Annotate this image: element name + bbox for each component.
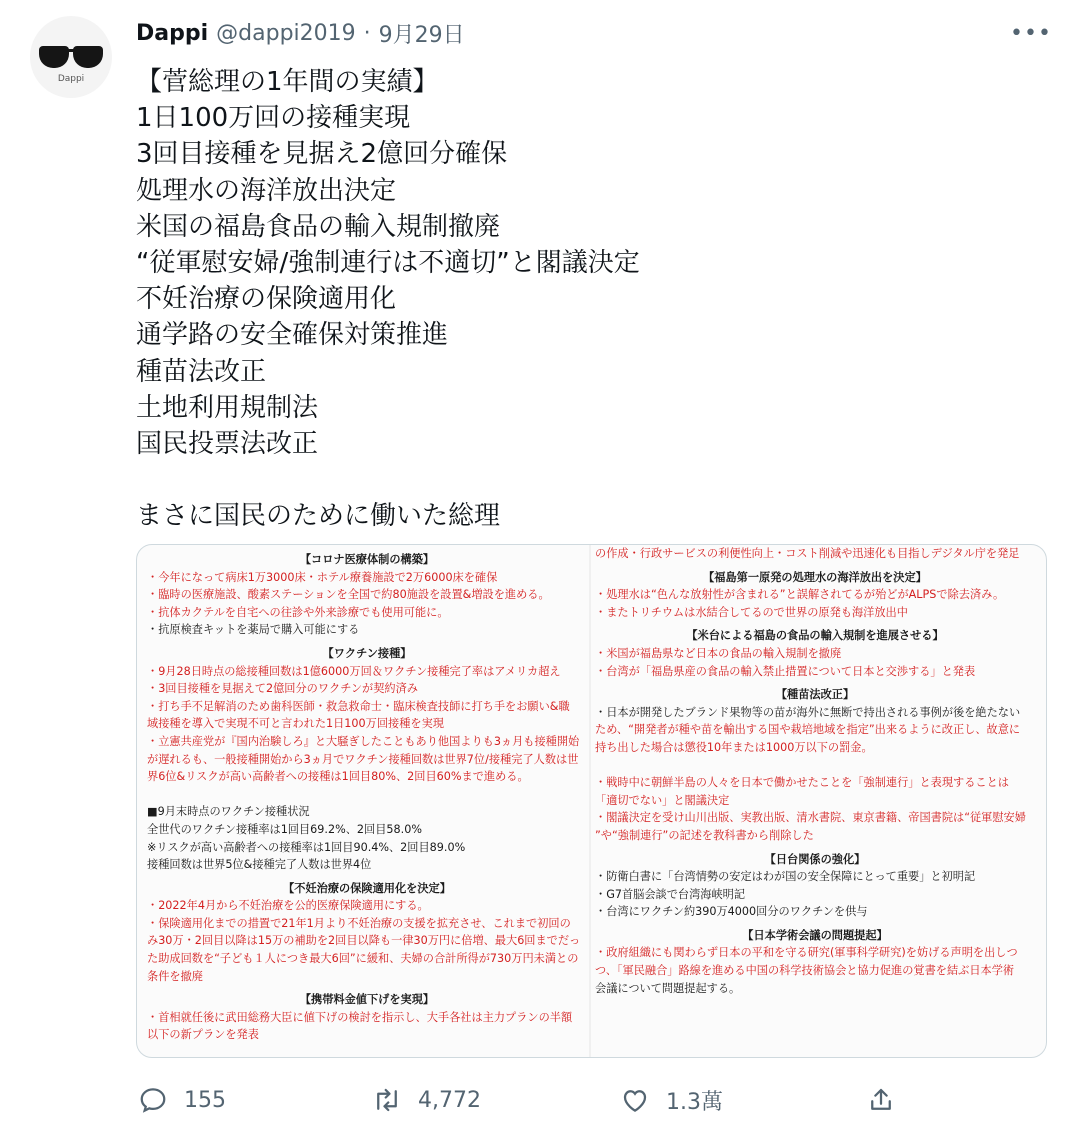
image-text-line: ・抗原検査キットを薬局で購入可能にする (147, 623, 360, 637)
image-text-line: ・日本が開発したブランド果物等の苗が海外に無断で持出される事例が後を絶たない (595, 705, 1021, 719)
image-text-line: 持ち出した場合は懲役10年または1000万以下の罰金。 (595, 740, 873, 754)
attached-image[interactable] (136, 544, 1047, 1058)
tweet-line: 種苗法改正 (136, 356, 267, 387)
retweet-button[interactable] (370, 1076, 481, 1124)
tweet-header (136, 18, 465, 48)
reply-icon (136, 1083, 170, 1117)
tweet-actions (136, 1076, 1036, 1124)
author-name[interactable]: Dappi (136, 20, 209, 46)
image-text-line: ■9月末時点のワクチン接種状況 (147, 805, 310, 819)
image-heading: 【ワクチン接種】 (322, 646, 412, 660)
tweet-line: 不妊治療の保険適用化 (136, 284, 397, 315)
image-left-column (147, 545, 587, 1044)
image-right-column (595, 545, 1035, 997)
image-text-line: ・台湾が「福島県産の食品の輸入禁止措置について日本と交渉する」と発表 (595, 664, 976, 678)
tweet-line (136, 462, 1036, 498)
tweet-line: 1日100万回の接種実現 (136, 103, 411, 134)
author-handle[interactable]: @dappi2019 (216, 20, 356, 46)
image-heading: 【米台による福島の食品の輸入規制を進展させる】 (686, 629, 944, 643)
image-text-line: 接種回数は世界5位&接種完了人数は世界4位 (147, 858, 372, 872)
image-text-line: ・処理水は“色んな放射性が含まれる”と誤解されてるが殆どがALPSで除去済み。 (595, 588, 1005, 602)
image-text-line: ・政府組織にも関わらず日本の平和を守る研究(軍事科学研究)を妨げる声明を出しつ (595, 946, 1018, 960)
tweet-line: まさに国民のために働いた総理 (136, 501, 501, 532)
image-text-line: ・防衛白書に「台湾情勢の安定はわが国の安全保障にとって重要」と初明記 (595, 870, 976, 884)
image-heading: 【日本学術会議の問題提起】 (742, 928, 888, 942)
tweet-line: 土地利用規制法 (136, 392, 319, 423)
image-text-line: ・9月28日時点の総接種回数は1億6000万回＆ワクチン接種完了率はアメリカ超え (147, 664, 561, 678)
image-text-line: ”や“強制連行”の記述を教科書から削除した (595, 828, 814, 842)
tweet-line: 国民投票法改正 (136, 428, 319, 459)
image-text-line: ため、“開発者が種や苗を輸出する国や栽培地域を指定”出来るように改正し、故意に (595, 723, 1021, 737)
image-heading: 【種苗法改正】 (775, 688, 855, 702)
retweet-icon (370, 1083, 404, 1117)
image-heading: 【日台関係の強化】 (764, 852, 866, 866)
image-text-line: 以下の新プランを発表 (147, 1028, 259, 1042)
image-text-line: 域接種を導入で実現不可と言われた1日100万回接種を実現 (147, 717, 444, 731)
tweet-line: 米国の福島食品の輸入規制撤廃 (136, 211, 501, 242)
image-text-line: ・G7首脳会談で台湾海峡明記 (595, 887, 746, 901)
tweet-line: 通学路の安全確保対策推進 (136, 320, 449, 351)
tweet-text (136, 64, 1036, 534)
image-text-line: ・今年になって病床1万3000床・ホテル療養施設で2万6000床を確保 (147, 570, 498, 584)
image-text-line: ・米国が福島県など日本の食品の輸入規制を撤廃 (595, 646, 842, 660)
tweet-date[interactable]: 9月29日 (378, 22, 465, 48)
image-text-line: み30万・2回目以降は15万の補助を2回目以降も一律30万円に倍増、最大6回までだっ (147, 934, 581, 948)
image-text-line: ・抗体カクテルを自宅への往診や外来診療でも使用可能に。 (147, 605, 449, 619)
like-button[interactable] (618, 1076, 723, 1124)
heart-icon (618, 1083, 652, 1117)
sunglasses-icon (39, 46, 69, 68)
image-text-line: 条件を撤廃 (147, 969, 203, 983)
tweet-line: “従軍慰安婦/強制連行は不適切”と閣議決定 (136, 247, 640, 278)
retweet-count: 4,772 (418, 1087, 481, 1113)
image-text-line: ・首相就任後に武田総務大臣に値下げの検討を指示し、大手各社は主力プランの半額 (147, 1010, 573, 1024)
image-text-line: ・2022年4月から不妊治療を公的医療保険適用にする。 (147, 899, 429, 913)
tweet-line: 【菅総理の1年間の実績】 (136, 67, 439, 97)
image-heading: 【携帯料金値下げを実現】 (299, 993, 435, 1007)
share-icon (864, 1083, 898, 1117)
avatar-label: Dappi (57, 74, 85, 84)
image-text-line: ・閣議決定を受け山川出版、実教出版、清水書院、東京書籍、帝国書院は“従軍慰安婦 (595, 811, 1026, 825)
image-text-line: 界6位&リスクが高い高齢者への接種は1回目80%、2回目60%まで進める。 (147, 770, 529, 784)
separator-dot: · (363, 20, 371, 46)
image-heading: 【コロナ医療体制の構築】 (299, 553, 435, 566)
image-text-line: ※リスクが高い高齢者への接種率は1回目90.4%、2回目89.0% (147, 840, 466, 854)
like-count: 1.3萬 (666, 1089, 723, 1115)
share-button[interactable] (864, 1076, 912, 1124)
image-text-line: ・立憲共産党が『国内治験しろ』と大騒ぎしたこともあり他国よりも3ヵ月も接種開始 (147, 734, 580, 748)
image-text-line: 全世代のワクチン接種率は1回目69.2%、2回目58.0% (147, 822, 422, 836)
image-text-line (595, 757, 1035, 775)
image-text-line: ・3回目接種を見据えて2億回分のワクチンが契約済み (147, 682, 418, 696)
image-heading: 【福島第一原発の処理水の海洋放出を決定】 (703, 570, 927, 584)
image-text-line: ・台湾にワクチン約390万4000回分のワクチンを供与 (595, 905, 868, 919)
image-text-line: ・臨時の医療施設、酸素ステーションを全国で約80施設を設置&増設を進める。 (147, 588, 550, 602)
tweet-line: 3回目接種を見据え2億回分確保 (136, 139, 508, 170)
image-text-line: 会議について問題提起する。 (595, 981, 741, 995)
image-text-line: が遅れるも、一般接種開始から3ヵ月でワクチン接種回数は世界7位/接種完了人数は世 (147, 752, 579, 766)
image-heading: 【不妊治療の保険適用化を決定】 (283, 881, 451, 895)
image-text-line: ・保険適用化までの措置で21年1月より不妊治療の支援を拡充させ、これまで初回の (147, 916, 571, 930)
image-text-line: の作成・行政サービスの利便性向上・コスト削減や迅速化も目指しデジタル庁を発足 (595, 547, 1020, 560)
avatar[interactable] (30, 16, 112, 98)
image-text-line: ・またトリチウムは水結合してるので世界の原発も海洋放出中 (595, 605, 908, 619)
image-text-line: つ、「軍民融合」路線を進める中国の科学技術協会と協力促進の覚書を結ぶ日本学術 (595, 964, 1015, 978)
more-options-icon[interactable]: ••• (1010, 20, 1052, 46)
image-text-line: た助成回数を“子ども１人につき最大6回”に緩和、夫婦の合計所得が730万円未満との (147, 952, 579, 966)
tweet-line: 処理水の海洋放出決定 (136, 175, 397, 206)
image-text-line: 「適切でない」と閣議決定 (595, 793, 730, 807)
image-text-line: ・打ち手不足解消のため歯科医師・救急救命士・臨床検査技師に打ち手をお願い&職 (147, 699, 570, 713)
image-text-line: ・戦時中に朝鮮半島の人々を日本で働かせたことを「強制連行」と表現することは (595, 776, 1009, 790)
reply-count: 155 (184, 1087, 226, 1113)
image-text-line (147, 786, 587, 804)
reply-button[interactable] (136, 1076, 226, 1124)
